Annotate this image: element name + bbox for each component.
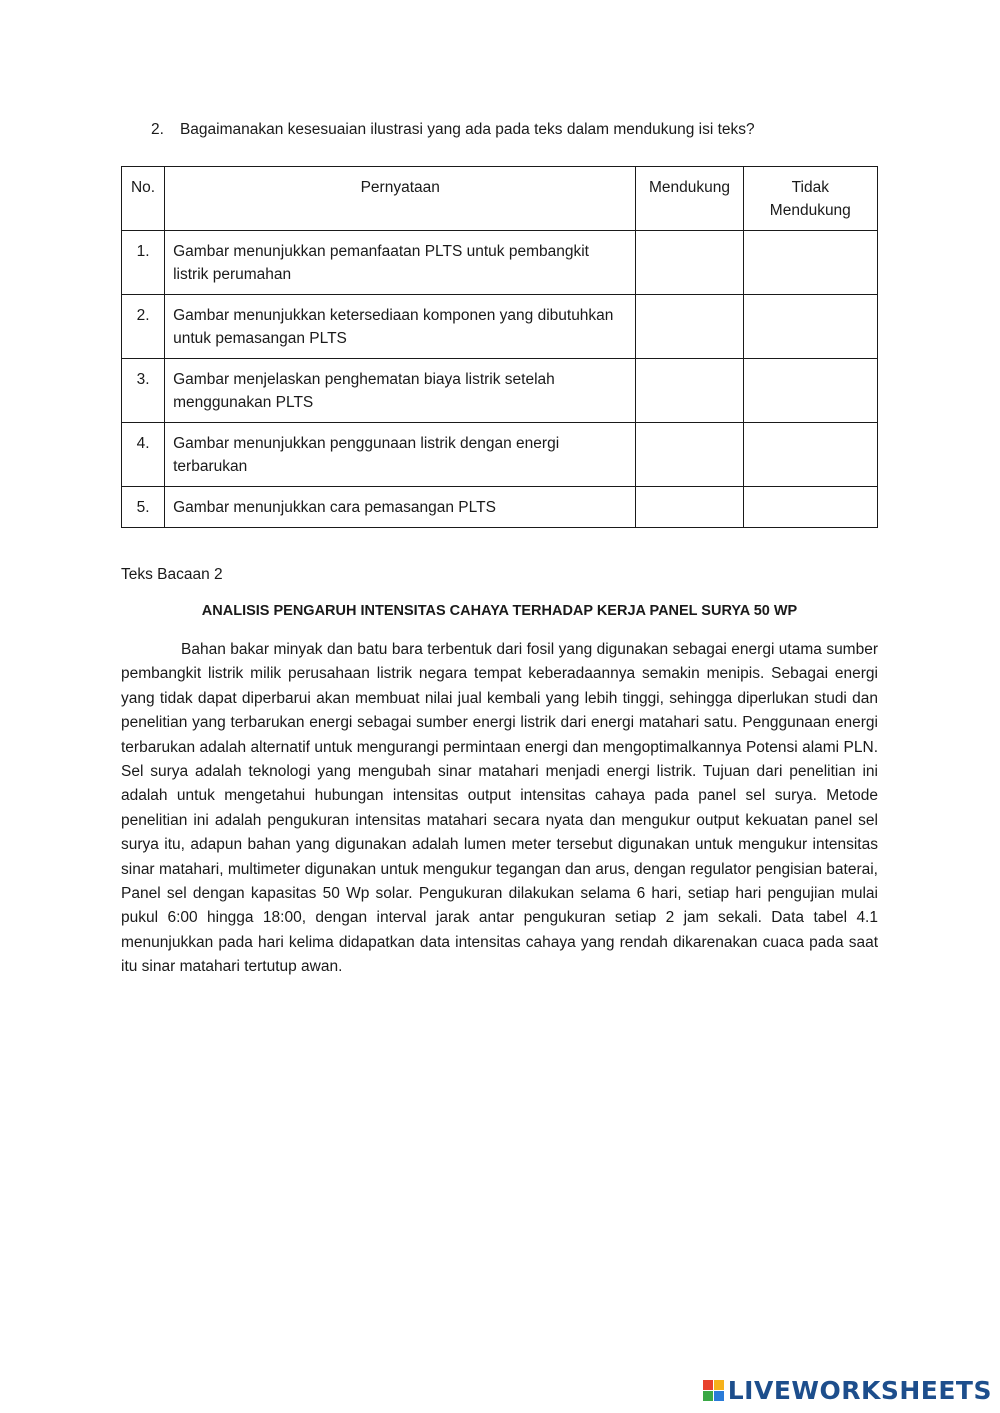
row-statement: Gambar menunjukkan pemanfaatan PLTS untuk pembangkit listrik perumahan	[165, 231, 636, 295]
reading-body: Bahan bakar minyak dan batu bara terbentuk dari fosil yang digunakan sebagai energi utama sumber pembangkit listrik milik perusahaan listrik negara tempat keberadaannya semakin menipis. Sebagai energi yang tidak dapat diperbarui akan membuat nilai jual kembali yang lebih tinggi, sehingga diperlukan studi dan penelitian yang terbarukan energi sebagai sumber energi listrik dari energi matahari satu. Penggunaan energi terbarukan adalah alternatif untuk mengurangi permintaan energi dan mengoptimalkannya Potensi alami PLN. Sel surya adalah teknologi yang mengubah sinar matahari menjadi energi listrik. Tujuan dari penelitian ini adalah untuk mengetahui hubungan intensitas output intensitas cahaya pada panel sel surya. Metode penelitian ini adalah pengukuran intensitas matahari secara nyata dan mengukur output kekuatan panel sel surya itu, adapun bahan yang digunakan adalah lumen meter tersebut digunakan untuk mengukur intensitas sinar matahari, multimeter digunakan untuk mengukur tegangan dan arus, dengan regulator pengisian baterai, Panel sel dengan kapasitas 50 Wp solar. Pengukuran dilakukan selama 6 hari, setiap hari pengujian mulai pukul 6:00 hingga 18:00, dengan interval jarak antar pengukuran setiap 2 jam sekali. Data tabel 4.1 menunjukkan pada hari kelima didapatkan data intensitas cahaya yang rendah dikarenakan cuaca pada saat itu sinar matahari tertutup awan.	[121, 641, 878, 976]
statement-table	[121, 166, 878, 528]
header-supports: Mendukung	[636, 167, 743, 231]
logo-square-4	[714, 1391, 724, 1401]
logo-square-1	[703, 1380, 713, 1390]
question-number: 2.	[151, 121, 164, 138]
supports-answer-cell[interactable]	[636, 359, 743, 423]
supports-answer-cell[interactable]	[636, 231, 743, 295]
table-header-row	[122, 167, 878, 231]
supports-answer-cell[interactable]	[636, 487, 743, 528]
reading-title: ANALISIS PENGARUH INTENSITAS CAHAYA TERHADAP KERJA PANEL SURYA 50 WP	[201, 603, 798, 619]
not-supports-answer-cell[interactable]	[743, 295, 877, 359]
not-supports-answer-cell[interactable]	[743, 423, 877, 487]
watermark-text: LIVEWORKSHEETS	[727, 1376, 992, 1405]
reading-label: Teks Bacaan 2	[121, 566, 223, 583]
header-no: No.	[122, 167, 165, 231]
table-row	[122, 231, 878, 295]
not-supports-answer-cell[interactable]	[743, 359, 877, 423]
row-number: 4.	[122, 423, 165, 487]
logo-square-2	[714, 1380, 724, 1390]
header-statement: Pernyataan	[165, 167, 636, 231]
row-statement: Gambar menjelaskan penghematan biaya listrik setelah menggunakan PLTS	[165, 359, 636, 423]
table-row	[122, 423, 878, 487]
not-supports-answer-cell[interactable]	[743, 487, 877, 528]
table-row	[122, 487, 878, 528]
question-text: Bagaimanakan kesesuaian ilustrasi yang ada pada teks dalam mendukung isi teks?	[179, 121, 755, 138]
liveworksheets-watermark	[703, 1376, 992, 1405]
row-number: 5.	[122, 487, 165, 528]
row-statement: Gambar menunjukkan ketersediaan komponen yang dibutuhkan untuk pemasangan PLTS	[165, 295, 636, 359]
supports-answer-cell[interactable]	[636, 423, 743, 487]
row-number: 3.	[122, 359, 165, 423]
liveworksheets-logo-icon	[703, 1380, 724, 1401]
header-not-supports: Tidak Mendukung	[743, 167, 877, 231]
question-2	[151, 121, 755, 139]
table-row	[122, 359, 878, 423]
table-row	[122, 295, 878, 359]
row-number: 1.	[122, 231, 165, 295]
supports-answer-cell[interactable]	[636, 295, 743, 359]
row-statement: Gambar menunjukkan penggunaan listrik dengan energi terbarukan	[165, 423, 636, 487]
row-statement: Gambar menunjukkan cara pemasangan PLTS	[165, 487, 636, 528]
row-number: 2.	[122, 295, 165, 359]
logo-square-3	[703, 1391, 713, 1401]
not-supports-answer-cell[interactable]	[743, 231, 877, 295]
